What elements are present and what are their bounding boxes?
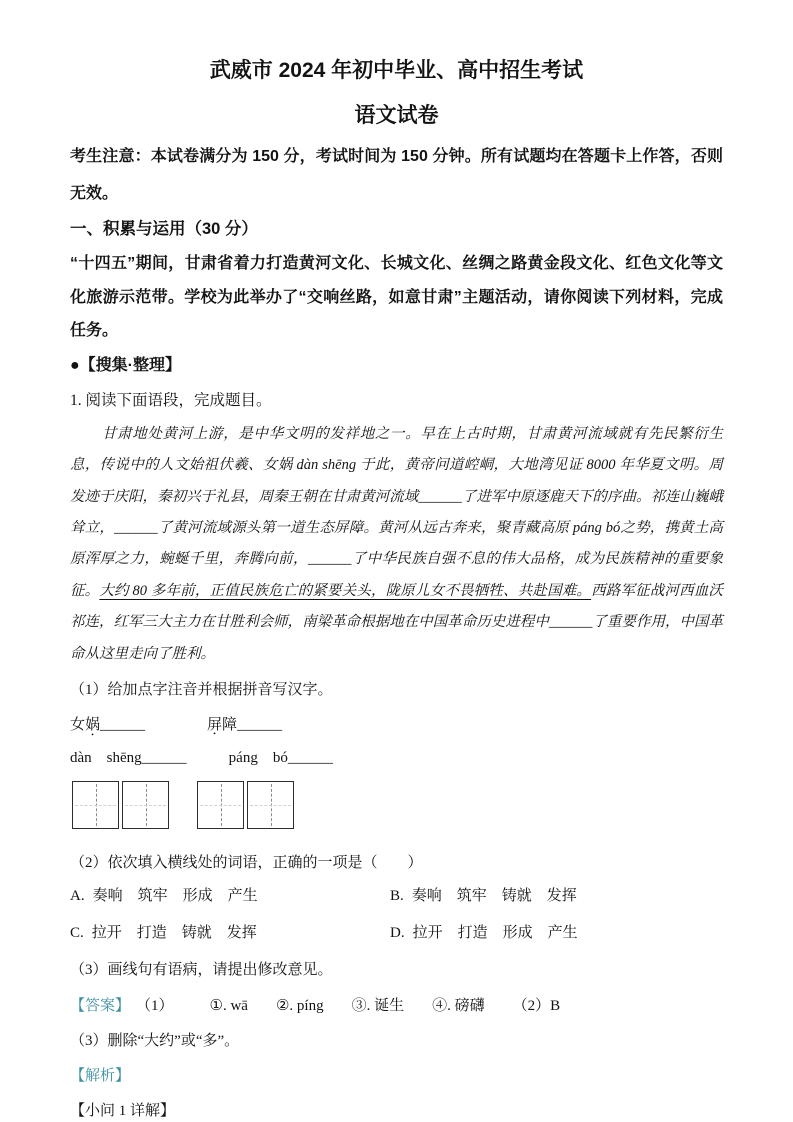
answer-item-2: ②. píng [275, 997, 324, 1014]
passage-text: 甘肃地处黄河上游，是中华文明的发祥地之一。早在上古时期，甘肃黄河流域就有先民繁衍生息，传说中的人文始祖伏羲、女 [70, 425, 723, 474]
fill-blank-2: ______ [114, 519, 158, 536]
subquestion1-label: （1）给加点字注音并根据拼音写汉字。 [70, 682, 333, 699]
reading-passage [70, 419, 723, 671]
hanzi-writing-row [70, 746, 723, 767]
hanzi-word2-group [207, 713, 282, 734]
option-c [70, 921, 390, 942]
character-writing-box [122, 781, 169, 829]
answer-item-4: ④. 磅礴 [432, 997, 485, 1014]
option-a [70, 884, 390, 905]
section-one-heading: 一、积累与运用（30 分） [70, 220, 258, 239]
passage-text: 西路军征战河西血沃祁连，红军三大主力在甘胜利会师，南梁革命根据地在中国革命历史进程中 [70, 582, 724, 631]
subquestion3-label: （3）画线句有语病，请提出修改意见。 [70, 961, 333, 978]
fill-blank-1: ______ [418, 488, 462, 505]
pinyin-word2: páng bó [228, 750, 288, 766]
answer-part1-label: （1） [136, 997, 174, 1014]
passage-text: 了中华民族自强不息的伟大品格，成为民族精神的重要象征。 [70, 551, 724, 599]
answer-blank: ______ [100, 717, 146, 733]
choice-options [70, 884, 723, 942]
answer-blank: ______ [141, 750, 187, 766]
paper-subtitle: 语文试卷 [354, 104, 439, 128]
candidate-notice: 考生注意：本试卷满分为 150 分，考试时间为 150 分钟。所有试题均在答题卡上作答，否则无效。 [70, 147, 723, 202]
character-writing-box [197, 781, 244, 829]
passage-text: 了重要作用，中国革命从这里走向了胜利。 [70, 614, 723, 662]
answer-part2: （2）B [512, 997, 561, 1014]
dotted-char-wa: 娲 [277, 457, 293, 474]
underlined-sentence: 大约 80 多年前，正值民族危亡的紧要关头，陇原儿女不畏牺牲、共赴国难。 [99, 582, 592, 599]
option-words: 拉开 打造 铸就 发挥 [91, 924, 257, 941]
answer-blank: ______ [287, 750, 333, 766]
pinyin-annotation-row [70, 713, 723, 734]
hanzi-word2: 障 [222, 717, 238, 733]
answer-line [70, 989, 723, 1024]
character-writing-box [72, 781, 119, 829]
analysis-tag: 【解析】 [70, 1068, 131, 1084]
option-key: A. [70, 887, 85, 904]
option-key: C. [70, 924, 84, 941]
passage-text: 了黄河流域源头第一道生态 [157, 519, 335, 536]
page-title: 武威市 2024 年初中毕业、高中招生考试 [209, 59, 584, 82]
activity-heading: ●【搜集·整理】 [70, 356, 181, 374]
hanzi-word1: 女 [70, 717, 86, 733]
writing-box-pair-2 [197, 781, 294, 829]
dotted-char-wa-item: 娲 • [85, 713, 100, 734]
option-key: B. [390, 887, 404, 904]
answer-blank: ______ [237, 717, 283, 733]
option-words: 拉开 打造 形成 产生 [412, 924, 578, 941]
section-intro: “十四五”期间，甘肃省着力打造黄河文化、长城文化、丝绸之路黄金段文化、红色文化等文化旅游示范带。学校为此举办了“交响丝路，如意甘肃”主题活动，请你阅读下列材料，完成任务。 [70, 255, 723, 340]
pinyin-word1: dàn shēng [70, 750, 142, 766]
passage-text: 了进军中原逐鹿天下的序曲。祁连山巍峨耸立， [70, 488, 724, 536]
pinyin-word2-group [229, 746, 333, 767]
option-b [390, 884, 723, 905]
subquestion2-label: （2）依次填入横线处的词语，正确的一项是（ ） [70, 855, 423, 871]
dotted-char-ping-item: 屏 [207, 717, 223, 733]
fill-blank-4: ______ [548, 614, 593, 631]
answer-item-1: ①. wā [209, 997, 248, 1014]
fill-blank-3: ______ [307, 551, 352, 568]
dotted-char-ping: 屏 [334, 519, 349, 536]
passage-text: dàn shēng 于此，黄帝问道崆峒，大地湾见证 8000 年华夏文明。周发迹于庆阳，秦初兴于礼县，周秦王朝在甘肃黄河流域 [70, 457, 724, 505]
option-key: D. [390, 924, 405, 941]
question1-stem: 1. 阅读下面语段，完成题目。 [70, 391, 272, 409]
answer-item-3: ③. 诞生 [351, 997, 405, 1014]
option-d [390, 921, 723, 942]
character-writing-box [247, 781, 294, 829]
answer-tag: 【答案】 [70, 997, 131, 1014]
character-writing-grid [72, 781, 723, 829]
analysis-subquestion-heading: 【小问 1 详解】 [70, 1103, 176, 1120]
option-words: 奏响 筑牢 形成 产生 [92, 887, 258, 904]
writing-box-pair-1 [72, 781, 169, 829]
passage-text: 障。黄河从远古奔来，聚青藏高原 páng bó之势，携黄土高原浑厚之力，蜿蜒千里，奔腾向前， [70, 519, 724, 568]
answer-part3: （3）删除“大约”或“多”。 [70, 1032, 240, 1049]
option-words: 奏响 筑牢 铸就 发挥 [411, 887, 577, 904]
